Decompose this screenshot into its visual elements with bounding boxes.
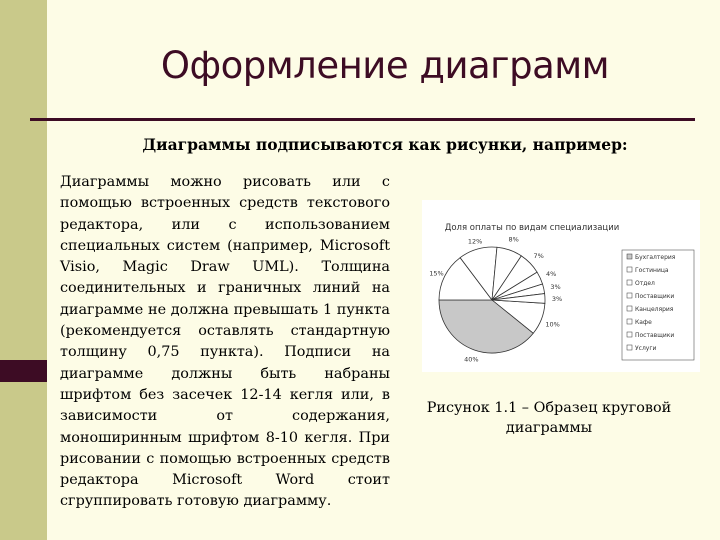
legend-swatch xyxy=(627,332,632,337)
chart-legend xyxy=(622,250,694,360)
legend-swatch xyxy=(627,254,632,259)
slide-subtitle: Диаграммы подписываются как рисунки, например: xyxy=(142,135,628,154)
title-divider xyxy=(30,118,695,121)
legend-swatch xyxy=(627,306,632,311)
legend-swatch xyxy=(627,293,632,298)
pie-slice-label: 4% xyxy=(545,269,557,278)
slide-title: Оформление диаграмм xyxy=(160,44,610,87)
chart-title: Доля оплаты по видам специализации xyxy=(444,223,620,233)
pie-slice-label: 3% xyxy=(551,295,563,304)
legend-swatch xyxy=(627,319,632,324)
legend-swatch xyxy=(627,345,632,350)
pie-slice-label: 15% xyxy=(429,269,444,278)
pie-slices xyxy=(439,247,545,353)
pie-slice-label: 10% xyxy=(545,320,560,329)
pie-slice-label: 12% xyxy=(467,237,483,246)
sidebar-band xyxy=(0,0,47,540)
legend-entry: Кафе xyxy=(635,319,652,326)
body-text: Диаграммы можно рисовать или с помощью встроенных средств текстового редактора, или с использованием специальных систем (например, Microsoft Visio, Magic Draw UML). Толщина соединительных и граничных линий на диаграмме не должна превышать 1 пункта (рекомендуется оставлять стандартную толщину 0,75 пункта). Подписи на диаграмме должны быть набраны шрифтом без засечек 12-14 кегля или, в зависимости от содержания, моноширинным шрифтом 8-10 кегля. При рисовании с помощью встроенных средств редактора Microsoft Word стоит сгруппировать готовую диаграмму. xyxy=(60,174,390,510)
pie-chart xyxy=(422,200,700,372)
legend-entry: Поставщики xyxy=(635,293,675,300)
legend-entry: Услуги xyxy=(635,345,657,352)
sidebar-accent xyxy=(0,360,47,382)
legend-swatch xyxy=(627,280,632,285)
chart-container xyxy=(422,200,700,372)
legend-entry: Поставщики xyxy=(635,332,675,339)
pie-slice-label: 7% xyxy=(533,251,544,260)
pie-slice-label: 3% xyxy=(550,283,561,292)
figure-caption: Рисунок 1.1 – Образец круговой диаграммы xyxy=(426,400,672,436)
legend-swatch xyxy=(627,267,632,272)
pie-slice-label: 40% xyxy=(464,355,479,364)
legend-entry: Канцелярия xyxy=(635,306,674,313)
legend-entry: Отдел xyxy=(635,280,655,287)
legend-entry: Гостиница xyxy=(635,267,669,274)
legend-entry: Бухгалтерия xyxy=(635,254,676,261)
pie-slice-label: 8% xyxy=(508,235,519,244)
